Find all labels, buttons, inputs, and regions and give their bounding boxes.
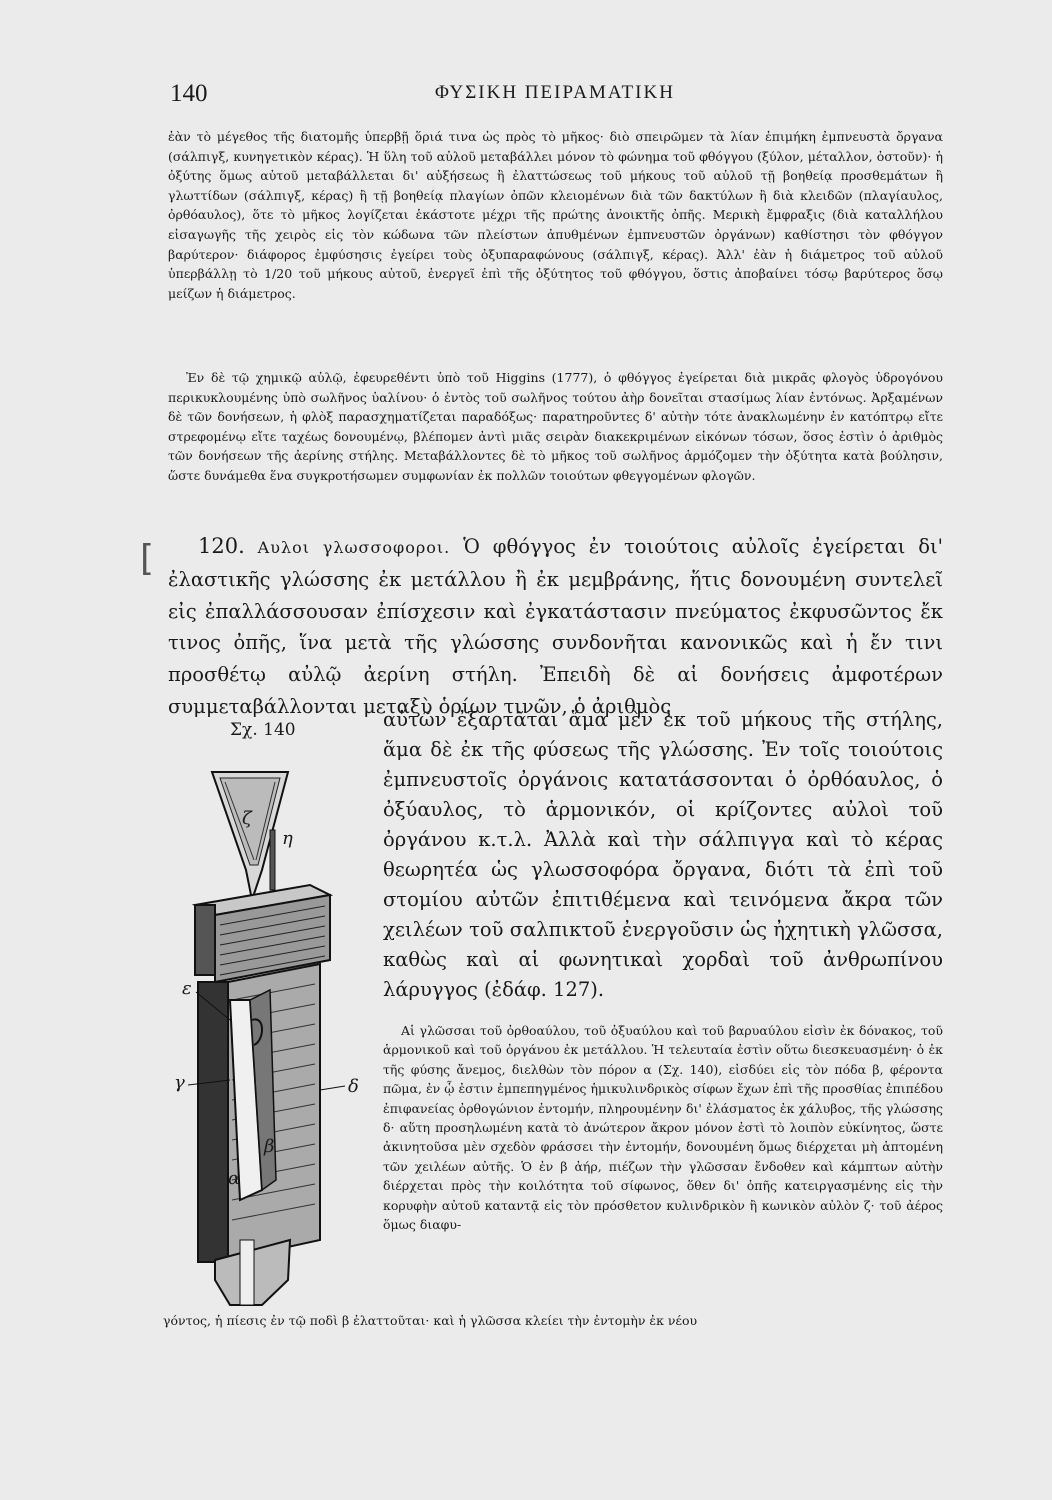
figure-label-beta: β <box>264 1136 275 1157</box>
page-number: 140 <box>170 80 208 107</box>
section-number: 120. <box>198 534 245 558</box>
margin-bracket: [ <box>140 538 155 579</box>
section-120 <box>168 531 943 723</box>
section-title: Αυλοι γλωσσοφοροι. <box>257 538 451 557</box>
figure-label-alpha: α <box>228 1168 241 1189</box>
running-title: ΦΥΣΙΚΗ ΠΕΙΡΑΜΑΤΙΚΗ <box>435 82 675 103</box>
last-line: γόντος, ἡ πίεσις ἐν τῷ ποδὶ β ἐλαττοῦται· καὶ ἡ γλῶσσα κλείει τὴν ἐντομὴν ἐκ νέου <box>163 1313 698 1328</box>
figure-label-epsilon: ε <box>182 978 192 999</box>
figure-label-eta: η <box>282 828 293 849</box>
figure-label-zeta: ζ <box>242 808 252 829</box>
figure-140 <box>170 720 375 1310</box>
reed-pipe-illustration <box>170 720 375 1310</box>
section-text-full: Ὁ φθόγγος ἐν τοιούτοις αὐλοῖς ἐγείρεται δι' ἐλαστικῆς γλώσσης ἐκ μετάλλου ἢ ἐκ μεμβράνης, ἥτις δονουμένη συντελεῖ εἰς ἐπαλλάσσουσαν ἐπίσχεσιν καὶ ἐγκατάστασιν πνεύματος ἐκφυσῶντος ἔκ τινος ὀπῆς, ἵνα μετὰ τῆς γλώσσης συνδονῆται κανονικῶς καὶ ἡ ἔν τινι προσθέτῳ αὐλῷ ἀερίνη στήλη. Ἐπειδὴ δὲ αἱ δονήσεις ἀμφοτέρων συμμεταβάλλονται μεταξὺ ὁρίων τινῶν, ὁ ἀριθμὸς <box>168 535 944 718</box>
page-header <box>170 80 940 116</box>
section-text-beside-figure: αὐτῶν ἐξαρτᾶται ἅμα μὲν ἐκ τοῦ μήκους τῆς στήλης, ἅμα δὲ ἐκ τῆς φύσεως τῆς γλώσσης. Ἐν τοῖς τοιούτοις ἐμπνευστοῖς ὀργάνοις κατατάσσονται ὁ ὀρθόαυλος, ὁ ὀξύαυλος, τὸ ἁρμονικόν, οἱ κρίζοντες αὐλοὶ τοῦ ὀργάνου κ.τ.λ. Ἀλλὰ καὶ τὴν σάλπιγγα καὶ τὸ κέρας θεωρητέα ὡς γλωσσοφόρα ὄργανα, διότι τὰ ἐπὶ τοῦ στομίου αὐτῶν ἐπιτιθέμενα καὶ τεινόμενα ἄκρα τῶν χειλέων τοῦ σαλπικτοῦ ἐνεργοῦσιν ὡς ἠχητικὴ γλῶσσα, καθὼς καὶ αἱ φωνητικαὶ χορδαὶ τοῦ ἀνθρωπίνου λάρυγγος (ἐδάφ. 127). <box>383 708 943 1001</box>
small-paragraph-1: ἐὰν τὸ μέγεθος τῆς διατομῆς ὑπερβῇ ὅριά τινα ὡς πρὸς τὸ μῆκος· διὸ σπειρῶμεν τὰ λίαν ἐπιμήκη ἐμπνευστὰ ὄργανα (σάλπιγξ, κυνηγετικὸν κέρας). Ἡ ὕλη τοῦ αὐλοῦ μεταβάλλει μόνον τὸ φώνημα τοῦ φθόγγου (ξύλον, μέταλλον, ὀστοῦν)· ἡ ὀξύτης ὅμως αὐτοῦ μεταβάλλεται δι' αὐξήσεως ἢ ἐλαττώσεως τοῦ μήκους τοῦ αὐλοῦ τῇ βοηθείᾳ προσθεμάτων ἢ γλωττίδων (σάλπιγξ, κέρας) ἢ τῇ βοηθείᾳ πλαγίων ὀπῶν κλειομένων διὰ τῶν δακτύλων ἢ διὰ κλειδῶν (πλαγίαυλος, ὀρθόαυλος), ὅτε τὸ μῆκος λογίζεται ἑκάστοτε μέχρι τῆς πρώτης ἀνοικτῆς ὀπῆς. Μερικὴ ἔμφραξις (διὰ καταλλήλου εἰσαγωγῆς τῆς χειρὸς εἰς τὸν κώδωνα τῶν πλείστων ἀπυθμένων ἐμπνευστῶν ὀργάνων) καθίστησι τὸν φθόγγον βαρύτερον· διάφορος ἐμφύσησις ἐγείρει τοὺς ὀξυπαραφώνους (σάλπιγξ, κέρας). Ἀλλ' ἐὰν ἡ διάμετρος τοῦ αὐλοῦ ὑπερβάλλῃ τὸ 1/20 τοῦ μήκους αὐτοῦ, ἐνεργεῖ ἐπὶ τῆς ὀξύτητος τοῦ φθόγγου, ὅστις ἀποβαίνει τόσῳ βαρύτερος ὅσῳ μείζων ἡ διάμετρος. <box>168 129 943 301</box>
figure-caption: Σχ. 140 <box>230 720 296 740</box>
small-paragraph-2: Ἐν δὲ τῷ χημικῷ αὐλῷ, ἐφευρεθέντι ὑπὸ τοῦ Higgins (1777), ὁ φθόγγος ἐγείρεται διὰ μικρᾶς φλογὸς ὑδρογόνου περικυκλουμένης ὑπὸ σωλῆνος ὑαλίνου· ὁ ἐντὸς τοῦ σωλῆνος τούτου ἀὴρ δονεῖται στασίμως λίαν ἐντόνως. Ἀρξαμένων δὲ τῶν δονήσεων, ἡ φλὸξ παρασχηματίζεται παραδόξως· παρατηροῦντες δ' αὐτὴν τότε ἀνακλωμένην ἐν κατόπτρῳ εἴτε στρεφομένῳ εἴτε ταχέως δονουμένῳ, βλέπομεν ἀντὶ μιᾶς σειρὰν διακεκριμένων εἰκόνων τόσων, ὅσος ἐστὶν ὁ ἀριθμὸς τῶν δονήσεων τῆς ἀερίνης στήλης. Μεταβάλλοντες δὲ τὸ μῆκος τοῦ σωλῆνος ἁρμόζομεν τὴν ὀξύτητα κατὰ βούλησιν, ὥστε δυνάμεθα ἕνα συγκροτήσωμεν συμφωνίαν ἐκ πολλῶν τοιούτων φθεγγομένων φλογῶν. <box>168 370 943 483</box>
figure-label-delta: δ <box>348 1076 359 1097</box>
figure-label-gamma: γ <box>174 1072 185 1093</box>
small-paragraph-3: Αἱ γλῶσσαι τοῦ ὀρθοαύλου, τοῦ ὀξυαύλου καὶ τοῦ βαρυαύλου εἰσὶν ἐκ δόνακος, τοῦ ἁρμονικοῦ καὶ τοῦ ὀργάνου ἐκ μετάλλου. Ἡ τελευταία ἐστὶν οὕτω διεσκευασμένη· ὁ ἐκ τῆς φύσης ἄνεμος, διελθὼν τὸν πόρον α (Σχ. 140), εἰσδύει εἰς τὸν πόδα β, φέροντα πῶμα, ἐν ᾧ ἐστιν ἐμπεπηγμένος ἡμικυλινδρικὸς σίφων ἔχων ἐπὶ τῆς προσθίας ἐπιπέδου ἐπιφανείας ὀρθογώνιον ἐντομήν, πληρουμένην δι' ἐλάσματος ἐκ χάλυβος, τῆς γλώσσης δ· αὕτη προσηλωμένη κατὰ τὸ ἀνώτερον ἄκρον μόνον ἐστὶ τὸ λοιπὸν εὐκίνητος, ὥστε ἀκινητοῦσα μὲν σχεδὸν φράσσει τὴν ἐντομήν, δονουμένη ὅμως διέρχεται μὴ ἁπτομένη τῶν χειλέων αὐτῆς. Ὁ ἐν β ἀήρ, πιέζων τὴν γλῶσσαν ἔνδοθεν καὶ κάμπτων αὐτὴν διέρχεται πρὸς τὴν κοιλότητα τοῦ σίφωνος, ὅθεν δι' ὀπῆς κατειργασμένης εἰς τὴν κορυφὴν αὐτοῦ καταντᾷ εἰς τὸν πρόσθετον κυλινδρικὸν ἢ κωνικὸν αὐλὸν ζ· τοῦ ἀέρος ὅμως διαφυ- <box>383 1023 943 1233</box>
